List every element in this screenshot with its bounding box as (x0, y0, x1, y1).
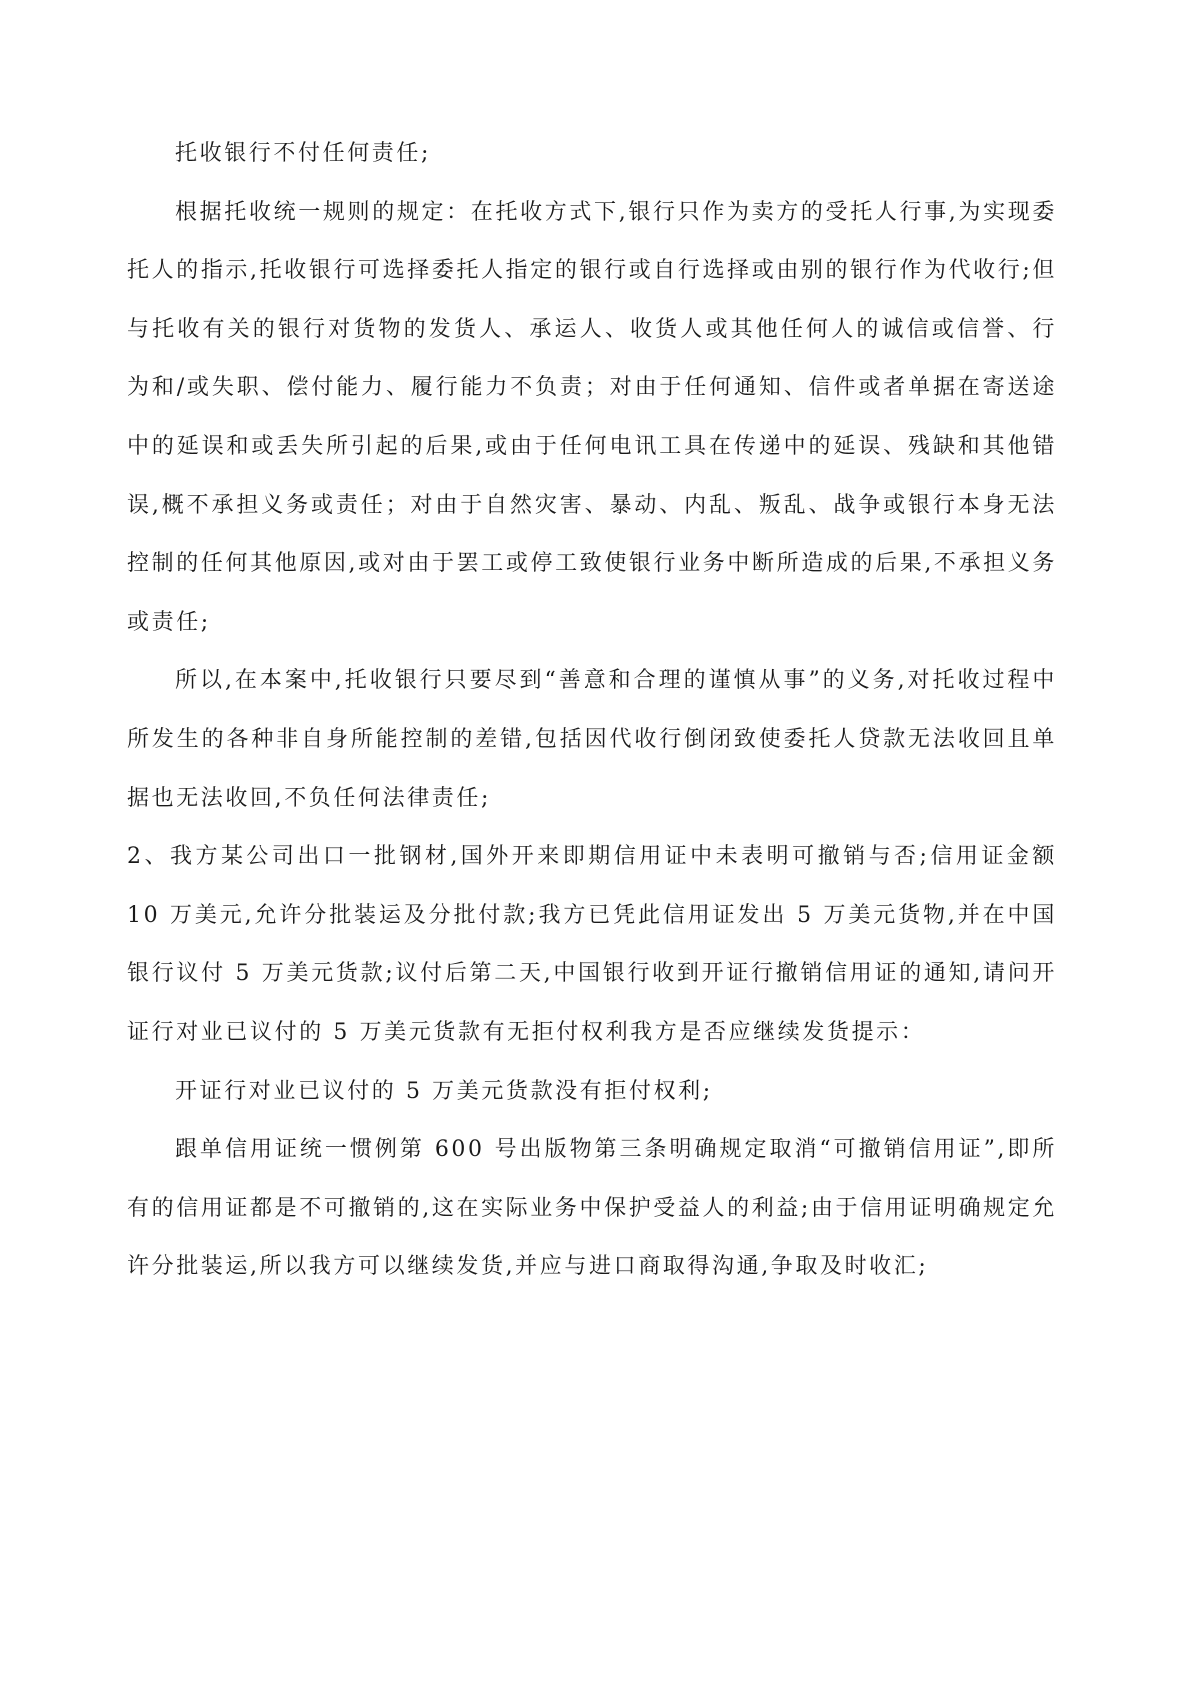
paragraph-collection-rules: 根据托收统一规则的规定：在托收方式下,银行只作为卖方的受托人行事,为实现委托人的指示,托收银行可选择委托人指定的银行或自行选择或由别的银行作为代收行;但与托收有关的银行对货物的发货人、承运人、收货人或其他任何人的诚信或信誉、行为和/或失职、偿付能力、履行能力不负责；对由于任何通知、信件或者单据在寄送途中的延误和或丢失所引起的后果,或由于任何电讯工具在传递中的延误、残缺和其他错误,概不承担义务或责任；对由于自然灾害、暴动、内乱、叛乱、战争或银行本身无法控制的任何其他原因,或对由于罢工或停工致使银行业务中断所造成的后果,不承担义务或责任; (127, 199, 1057, 635)
paragraph-conclusion-1: 托收银行不付任何责任; (175, 141, 432, 166)
paragraph-case-conclusion: 所以,在本案中,托收银行只要尽到“善意和合理的谨慎从事”的义务,对托收过程中所发生的各种非自身所能控制的差错,包括因代收行倒闭致使委托人贷款无法收回且单据也无法收回,不负任何法律责任; (127, 668, 1057, 811)
paragraph-answer-2: 开证行对业已议付的 5 万美元货款没有拒付权利; (175, 1078, 713, 1104)
paragraph-ucp600-explanation: 跟单信用证统一惯例第 600 号出版物第三条明确规定取消“可撤销信用证”,即所有的信用证都是不可撤销的,这在实际业务中保护受益人的利益;由于信用证明确规定允许分批装运,所以我方可以继续发货,并应与进口商取得沟通,争取及时收汇; (127, 1137, 1057, 1280)
document-body (127, 125, 1057, 1297)
paragraph-question-2: 2、我方某公司出口一批钢材,国外开来即期信用证中未表明可撤销与否;信用证金额 10 万美元,允许分批装运及分批付款;我方已凭此信用证发出 5 万美元货物,并在中国银行议付 5 万美元货款;议付后第二天,中国银行收到开证行撤销信用证的通知,请问开证行对业已议付的 5 万美元货款有无拒付权利我方是否应继续发货提示： (127, 844, 1057, 1045)
